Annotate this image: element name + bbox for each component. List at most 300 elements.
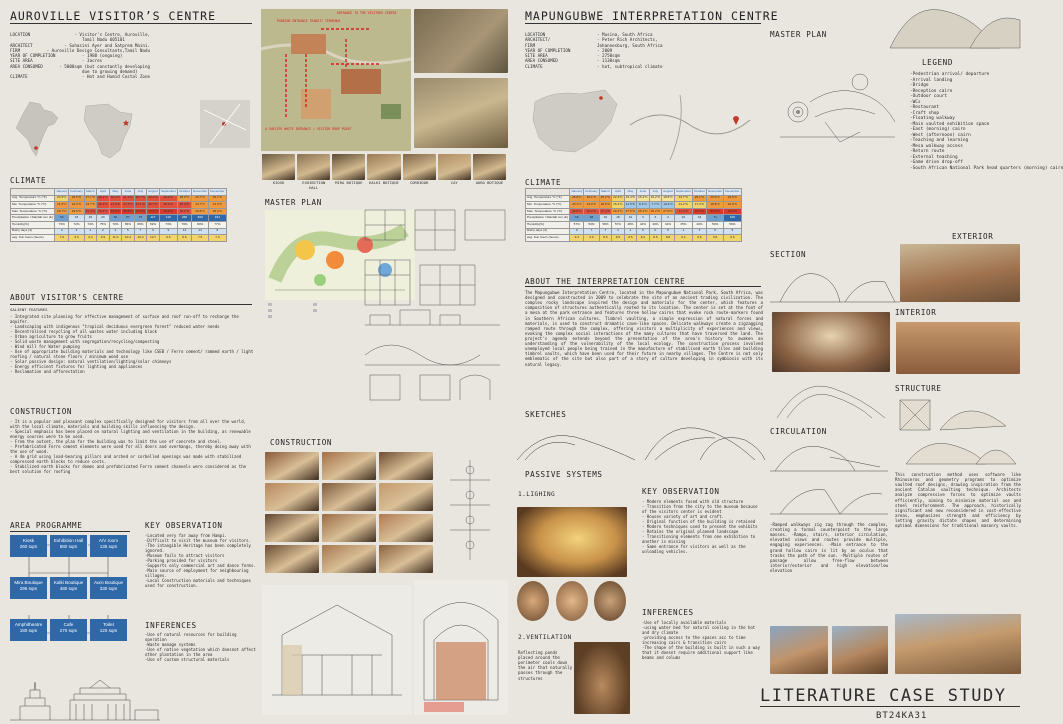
climate-cell: 13 [177, 228, 191, 235]
climate-month-header: September [159, 189, 177, 196]
about-point: - Integrated site planning for effective management of surface and roof run-off to recharge the aquifer. [10, 314, 239, 324]
strip-photo [297, 154, 330, 180]
climate-month-header: December [724, 189, 741, 196]
mapungubwe-header-sketch [880, 0, 1024, 50]
climate-cell: 9.4 [570, 235, 584, 242]
climate-cell: 48% [624, 221, 637, 228]
climate-cell: 19.9°C [584, 202, 599, 209]
ventilation-heading: 2.VENTILATION [518, 634, 572, 641]
climate-cell: 25.1°C [209, 195, 226, 202]
section-heading: SECTION [770, 250, 807, 259]
exterior-photo-4 [895, 614, 1021, 674]
program-name: Auro Boutique [93, 580, 124, 585]
climate-cell: 52 [109, 215, 122, 222]
climate-cell: 117 [147, 215, 160, 222]
interior-photo-2 [896, 322, 1020, 374]
climate-cell: 29.3°C [612, 208, 625, 215]
left-keyobs-item: -The intangible Heritage has been completely ignored. [145, 543, 251, 553]
auroville-photo-2 [414, 78, 508, 148]
climate-cell: 9.4 [84, 235, 97, 242]
right-info-key: AREA CONSUMED [525, 58, 558, 64]
right-info-value: - 2750sqm [597, 53, 620, 58]
construction-photo [379, 514, 433, 542]
legend-item: -Reception cairn [910, 88, 953, 94]
climate-cell: 80% [191, 221, 208, 228]
climate-cell: 25.1°C [692, 195, 706, 202]
program-name: Toilet [103, 622, 114, 627]
left-keyobs [145, 533, 257, 588]
circulation-heading: CIRCULATION [770, 427, 827, 436]
map-note-parking: PARKING ENTRANCE TRANSIT TERMINUS [277, 19, 341, 23]
mapungubwe-master-plan [770, 42, 905, 157]
climate-cell: 27.7°C [122, 202, 135, 209]
right-info-value: Johannesburg, South Africa [597, 42, 663, 48]
left-keyobs-item: -Parking provided for visitors [145, 558, 218, 563]
climate-month-header: July [134, 189, 147, 196]
construction-photo [379, 452, 433, 480]
area-rule [10, 531, 130, 532]
climate-cell: 57% [570, 221, 584, 228]
program-size: 680 sqm [59, 543, 78, 549]
climate-cell: 12 [624, 215, 637, 222]
left-inferences [145, 632, 257, 662]
climate-month-header: August [662, 189, 675, 196]
left-info-key: AREA CONSUMED [10, 63, 43, 69]
climate-cell: 105 [724, 215, 741, 222]
climate-cell: 9 [570, 228, 584, 235]
program-box [90, 619, 127, 641]
climate-cell: 17.3°C [692, 202, 706, 209]
climate-cell: 266 [177, 215, 191, 222]
locator-map [200, 100, 250, 148]
circulation-drawing-1 [770, 437, 888, 475]
program-size: 480 sqm [59, 585, 78, 591]
middle-master-plan-heading: MASTER PLAN [265, 198, 322, 207]
climate-cell: 22.2°C [612, 195, 625, 202]
right-inference-item: -providing access to the spaces acc to time increasing cairs & transition cairs [642, 635, 746, 645]
climate-cell: 10.2°C [662, 202, 675, 209]
legend-list [910, 72, 1063, 171]
program-name: A/V room [98, 538, 119, 543]
climate-month-header: April [612, 189, 625, 196]
climate-cell: 9.9 [97, 235, 110, 242]
footer-code: BT24KA31 [876, 711, 928, 721]
climate-cell: 28.5°C [177, 195, 191, 202]
right-info-value: - 1130sqm [597, 58, 620, 64]
climate-month-header [11, 189, 55, 196]
structure-drawings [896, 396, 1020, 468]
left-climate-heading: CLIMATE [10, 176, 47, 185]
climate-cell: 7.3 [209, 235, 226, 242]
climate-row-label: Rainy days (d) [11, 228, 55, 235]
lighting-detail-2 [556, 581, 588, 621]
climate-cell: 31.4°C [674, 208, 692, 215]
climate-cell: 26.1°C [584, 195, 599, 202]
climate-cell: 8.4 [637, 235, 650, 242]
climate-cell: 27.6°C [109, 202, 122, 209]
program-name: Kalki Boutique [53, 580, 84, 585]
right-master-plan-heading: MASTER PLAN [770, 30, 827, 39]
climate-cell: 75% [97, 221, 110, 228]
program-name: Cafe [63, 622, 74, 627]
left-keyobs-item: -Main source of employment for neighbouring villages. [145, 568, 249, 578]
legend-item: -Bridge [910, 83, 929, 88]
climate-cell: 4 [55, 228, 69, 235]
construction-point: - It is a popular and pleasant complex specifically designed for visitors from all over the world, with the local climate, materials and building skills influencing the design. [10, 419, 247, 429]
right-info-value: - 2009 [597, 47, 613, 53]
climate-cell: 18.9°C [706, 202, 723, 209]
climate-cell: 40% [649, 221, 662, 228]
climate-cell: 34 [599, 215, 612, 222]
program-size: 180 sqm [19, 627, 38, 633]
sketches-strip [515, 420, 767, 462]
climate-month-header: February [69, 189, 84, 196]
climate-cell: 7 [584, 228, 599, 235]
climate-cell: 65% [122, 221, 135, 228]
construction-photo [379, 483, 433, 511]
structure-text: This construction method uses software like Rhinoceros and geometry programs to optimize vaulted roof designs, drawing inspiration from the ancient Catalan vaulting technique. Architects analyze compressive forces to optimize vaults efficiently, aiming to minimize material use and steel reinforcement. The approach, historically significant and now reconsidered in cost-effective areas, emphasizes strength and efficiency by letting gravity dictate shapes and determining optimal dimensions for traditional masonry vaults. [895, 472, 1021, 529]
climate-cell: 32.8°C [570, 208, 584, 215]
climate-month-header: November [706, 189, 723, 196]
climate-cell: 43% [637, 221, 650, 228]
climate-cell: 56% [724, 221, 741, 228]
right-title: MAPUNGUBWE INTERPRETATION CENTRE [525, 9, 779, 23]
climate-cell: 10.0 [134, 235, 147, 242]
climate-cell: 25.3°C [177, 202, 191, 209]
legend-item: -WCs [910, 99, 921, 105]
right-inference-item: -The shape of the building is built in such a way that it doesnt require additional support like beams and colums [642, 645, 761, 660]
left-info-value: - Suhasini Ayer and Satprem Maini. [64, 42, 150, 48]
climate-cell: 26.6°C [570, 195, 584, 202]
program-name: Kiosk [22, 538, 35, 543]
climate-cell: 15.4°C [612, 202, 625, 209]
program-box [10, 619, 47, 641]
program-size: 295 sqm [19, 585, 38, 591]
right-info-key: ARCHITECT/ [525, 37, 551, 43]
strip-label: KIOSK [272, 180, 285, 185]
legend-item: -Restaurant [910, 105, 940, 110]
climate-cell: 18.9°C [599, 202, 612, 209]
climate-row-label: Max. Temperature °C (°F) [11, 208, 55, 215]
legend-item: -Teaching and learning [910, 138, 969, 143]
about-point: - Wind mill for Water pumping [10, 344, 80, 349]
legend-item: -Arrival landing [910, 77, 953, 83]
program-box [50, 619, 87, 641]
climate-cell: 18 [612, 215, 625, 222]
climate-cell: 57% [612, 221, 625, 228]
climate-cell: 18.8°C [662, 195, 675, 202]
climate-cell: 32.1°C [177, 208, 191, 215]
climate-cell: 33.1°C [706, 208, 723, 215]
map-note-entrance: ENTRANCE TO THE VISITORS CENTRE [337, 11, 397, 15]
climate-cell: 58 [584, 215, 599, 222]
climate-cell: 7.7°C [649, 202, 662, 209]
exterior-photo [900, 244, 1020, 302]
climate-cell: 1 [84, 228, 97, 235]
auroville-elevation-drawing [414, 580, 508, 715]
right-inference-item: -Use of locally available materials [642, 620, 727, 625]
south-africa-map [525, 82, 625, 162]
lighting-photo [517, 507, 627, 577]
climate-row-label: Avg. Temperature °C (°F) [11, 195, 55, 202]
program-box [90, 535, 127, 557]
climate-cell: 9.3 [69, 235, 84, 242]
climate-cell: 8.5 [612, 235, 625, 242]
auroville-drawings [360, 205, 510, 405]
construction-photo [265, 452, 319, 480]
strip-label: KALKI BOTIQUE [369, 180, 399, 185]
climate-cell: 26.1°C [97, 202, 110, 209]
exterior-photo-3 [832, 626, 888, 674]
construction-photo [322, 545, 376, 573]
left-info-key: FIRM [10, 47, 21, 53]
climate-cell: 40% [692, 221, 706, 228]
legend-item: -South African National Park head quarters (morning) cairn [910, 165, 1063, 171]
about-point: - Solid waste management with segregation/recycling/composting [10, 339, 160, 344]
climate-cell: 5 [122, 228, 135, 235]
climate-cell: 116 [159, 215, 177, 222]
climate-cell: 34.6°C [109, 208, 122, 215]
left-info-key: ARCHITECT [10, 42, 33, 48]
left-inference-item: -Use of natural resources for building operation [145, 632, 237, 642]
climate-cell: 32.8°C [97, 208, 110, 215]
about-rule [10, 304, 252, 305]
program-size: 135 sqm [99, 543, 118, 549]
right-keyobs-item: - Transition from the city to the museum because of the visitors center is evident [642, 504, 758, 514]
left-info-value: - 5000sqm (but constantly developing [59, 63, 150, 69]
program-size: 120 sqm [99, 627, 118, 633]
climate-cell: 72% [69, 221, 84, 228]
legend-item: -Game drive drop-off [910, 160, 963, 165]
climate-cell: 8.6 [599, 235, 612, 242]
left-inferences-heading: INFERENCES [145, 621, 197, 630]
climate-cell: 25.1°C [637, 208, 650, 215]
climate-cell: 30.6°C [109, 195, 122, 202]
left-info-key: CLIMATE [10, 74, 28, 79]
climate-cell: 32.2°C [584, 208, 599, 215]
climate-cell: 28.3°C [209, 208, 226, 215]
left-info-row [10, 74, 150, 79]
climate-month-header: March [599, 189, 612, 196]
climate-month-header [526, 189, 570, 196]
climate-cell: 34 [692, 215, 706, 222]
right-info-key: YEAR OF COMPLETION [525, 47, 571, 53]
climate-cell: 27.9°C [662, 208, 675, 215]
climate-cell: 26.3°C [159, 202, 177, 209]
area-programme-heading: AREA PROGRAMME [10, 521, 83, 530]
auroville-climate-table [10, 188, 227, 242]
mapungubwe-climate-table [525, 188, 742, 242]
right-inferences [642, 620, 760, 660]
climate-cell: 59% [584, 221, 599, 228]
strip-label: CAY [450, 180, 458, 185]
ventilation-text: Reflecting ponds placed around the perimeter cools down the air that naturally passes through the structures [518, 650, 573, 681]
left-keyobs-item: -Located very far away from Hampi. [145, 533, 227, 538]
climate-row-label: Precipitation / Rainfall mm (in) [526, 215, 570, 222]
construction-heading: CONSTRUCTION [10, 407, 73, 416]
strip-label: CORRIDOR [409, 180, 429, 185]
climate-cell: 10.4 [122, 235, 135, 242]
left-title: AUROVILLE VISITOR’S CENTRE [10, 9, 217, 23]
program-size: 270 sqm [59, 627, 78, 633]
climate-month-header: January [55, 189, 69, 196]
circulation-text: -Ramped walkways zig zag through the complex, creating a formal counterpoint to the large masses. -Ramps, stairs, interior circulation, elevated views and routes provide multiple, engaging experiences. -Main entrance to the grand hollow cairn is lit by an oculus that tracks the path of the sun. -Multiple routes of passage allow free-flow between interior/exterior and high elevation/low elevation [770, 522, 888, 573]
climate-month-header: December [209, 189, 226, 196]
climate-cell: 77% [209, 221, 226, 228]
construction-point: - Prefabricated Ferro cement elements were used for all doors and overhangs, thereby doing away with the use of wood. [10, 444, 251, 454]
climate-cell: 34.3°C [147, 208, 160, 215]
right-about-heading: ABOUT THE INTERPRETATION CENTRE [525, 277, 686, 286]
climate-cell: 9.6 [724, 235, 741, 242]
climate-cell: 10.7 [147, 235, 160, 242]
climate-cell: 11.0 [109, 235, 122, 242]
plan-key [268, 303, 358, 333]
construction-point: - Stabilized earth blocks for domes and prefabricated Ferro cement channels were considered as the best solution for roofing [10, 464, 247, 474]
legend-item: -External teaching [910, 154, 958, 160]
left-info-value: - Auroville Design Consultants,Tamil Nadu [46, 47, 150, 53]
climate-cell: 25.9°C [706, 195, 723, 202]
climate-cell: 3 [637, 215, 650, 222]
climate-cell: 29.9°C [159, 195, 177, 202]
left-info-value: - 1988 (ongoing) [82, 53, 123, 58]
lighting-detail-3 [594, 581, 626, 621]
climate-cell: 8.6 [649, 235, 662, 242]
program-box [50, 535, 87, 557]
climate-cell: 161 [209, 215, 226, 222]
climate-cell: 20.1°C [570, 202, 584, 209]
temple-sketch [10, 678, 160, 722]
lighting-detail-1 [517, 581, 549, 621]
right-keyobs [642, 499, 760, 554]
climate-cell: 29.8°C [191, 208, 208, 215]
climate-cell: 26.7°C [191, 195, 208, 202]
climate-row-label: Avg. Temperature °C (°F) [526, 195, 570, 202]
construction-photo [265, 545, 319, 573]
climate-cell: 35% [674, 221, 692, 228]
climate-cell: 14 [191, 228, 208, 235]
right-info-value: - hot, subtropical climate [597, 63, 663, 69]
climate-cell: 25.2°C [599, 195, 612, 202]
climate-cell: 30.7°C [134, 195, 147, 202]
climate-cell: 53 [55, 215, 69, 222]
climate-cell: 8.5 [624, 235, 637, 242]
climate-cell: 66% [134, 221, 147, 228]
climate-cell: 22.3°C [209, 202, 226, 209]
india-map [10, 100, 66, 162]
climate-cell: 22.3°C [69, 202, 84, 209]
climate-cell: 76 [134, 215, 147, 222]
left-info-key: SITE AREA [10, 58, 33, 64]
about-point: - Use of appropriate building materials and technology like CSEB / Ferro cement/ rammed earth / light roofing / natural stone floors / minimum wood use [10, 349, 254, 359]
right-inferences-heading: INFERENCES [642, 608, 694, 617]
legend-item: -Craft shop [910, 110, 940, 116]
footer-title: LITERATURE CASE STUDY [760, 686, 1007, 706]
left-info [10, 32, 150, 79]
construction-photo [265, 483, 319, 511]
right-info-row [525, 64, 665, 69]
left-inference-item: -Use of native vegetation which doesnot affect other plantation in the area [145, 647, 256, 657]
state-map [80, 102, 140, 160]
climate-cell: 2 [97, 228, 110, 235]
program-box [10, 535, 47, 557]
climate-cell: 1 [624, 228, 637, 235]
program-box [90, 577, 127, 599]
climate-cell: 9 [724, 228, 741, 235]
right-climate-heading: CLIMATE [525, 178, 562, 187]
climate-cell: 11.5°C [624, 202, 637, 209]
construction-points [10, 419, 254, 474]
climate-row-label: Rainy days (d) [526, 228, 570, 235]
program-name: Amphitheatre [14, 622, 43, 627]
left-info-value: Tamil Nadu 605101 [82, 37, 125, 43]
ventilation-photo [574, 642, 630, 714]
climate-cell: 0 [649, 228, 662, 235]
climate-cell: 300 [191, 215, 208, 222]
left-keyobs-item: -Local Construction materials and techniques used for construction. [145, 578, 251, 588]
structure-heading: STRUCTURE [895, 384, 942, 393]
right-keyobs-item: - Original function of the building is retained [642, 519, 756, 524]
climate-month-header: October [177, 189, 191, 196]
legend-item: -West (afternoon) cairn [910, 132, 971, 138]
climate-month-header: June [637, 189, 650, 196]
interior-photo-1 [772, 312, 890, 372]
photo-strip [262, 154, 508, 180]
climate-cell: 79% [177, 221, 191, 228]
climate-cell: 8.6 [177, 235, 191, 242]
legend-item: -Main vaulted exhibition space [910, 121, 990, 127]
climate-cell: 9.5 [159, 235, 177, 242]
site-aerial-map [261, 9, 411, 151]
climate-month-header: July [649, 189, 662, 196]
climate-cell: 26.7°C [147, 202, 160, 209]
right-keyobs-heading: KEY OBSERVATION [642, 487, 720, 496]
climate-row-label: Precipitation / Rainfall mm (in) [11, 215, 55, 222]
left-info-key: YEAR OF COMPLETION [10, 53, 56, 58]
climate-cell: 28.7°C [55, 208, 69, 215]
left-info-key: LOCATION [10, 32, 31, 37]
passive-systems-heading: PASSIVE SYSTEMS [525, 470, 603, 479]
right-keyobs-item: - Retains the original planned landscape [642, 529, 739, 534]
climate-cell: 33.8°C [159, 208, 177, 215]
exterior-photo-2 [770, 626, 828, 674]
right-about-text: The Mapungubwe Interpretation Centre, located in the Mapungubwe National Park, South Africa, was designed and constructed in 2009 to celebrate the site of an ancient trading civilization. The complex rocky landscape inspired the design and materials for the center, which features a composition of structures authentically rooted to its location. The center is set at the foot of a mesa at the park entrance and features three hollow cairns that evoke rock route-markers found in Southern African cultures. Timbrel vaulting, a simple expression of natural forces and materials, is used to construct dramatic cave-like spaces. Delicate walkways create a zigzagging ramped route through the complex, offering visitors a multiplicity of experiences and views, evoking the complex social interactions of the many cultures that have traversed the land. The project's agenda extends beyond the presentation of the area's history to awaken an understanding of the vulnerability of the local ecology. The construction process involved unemployed local people being trained in the manufacture of stabilised earth tiles and building timbrel vaults, which have been used for their future in nearby villages. The Centre is not only emblematic of the site but also part of a story of culture developing in symbiosis with its natural legacy. [525, 290, 763, 367]
climate-cell: 22.7°C [674, 195, 692, 202]
right-keyobs-item: - Same entrance for visitors as well as the unloading vehicles. [642, 544, 746, 554]
climate-month-header: February [584, 189, 599, 196]
climate-cell: 33.0°C [724, 208, 741, 215]
climate-cell: 58% [599, 221, 612, 228]
climate-cell: 6 [706, 228, 723, 235]
climate-cell: 29.1°C [97, 195, 110, 202]
climate-row-label: Humidity(%) [526, 221, 570, 228]
program-name: Exhibition Hall [53, 538, 84, 543]
climate-cell: 27.5°C [624, 208, 637, 215]
right-about-rule [525, 286, 761, 287]
program-box [50, 577, 87, 599]
strip-label: AURO BOTIQUE [475, 180, 504, 185]
climate-cell: 9.0 [584, 235, 599, 242]
climate-cell: 7.5 [191, 235, 208, 242]
climate-cell: 7 [599, 228, 612, 235]
exterior-heading: EXTERIOR [952, 232, 994, 241]
climate-cell: 69% [147, 221, 160, 228]
climate-cell: 69 [570, 215, 584, 222]
climate-cell: 26.6°C [724, 195, 741, 202]
construction-photo [322, 483, 376, 511]
program-size: 260 sqm [19, 543, 38, 549]
climate-cell: 2 [69, 228, 84, 235]
climate-month-header: November [191, 189, 208, 196]
